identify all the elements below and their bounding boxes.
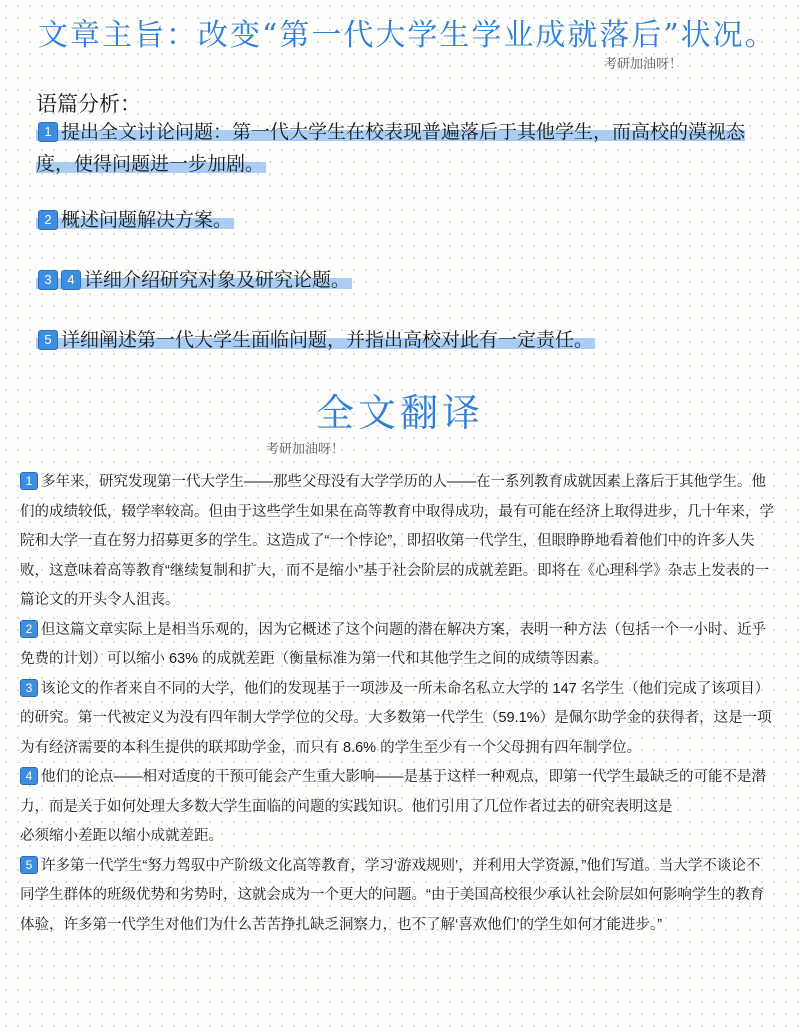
- analysis-item-text: 提出全文讨论问题：第一代大学生在校表现普遍落后于其他学生，而高校的漠视态度，使得问题进一步加剧。: [36, 121, 746, 175]
- analysis-heading: 语篇分析：: [36, 92, 141, 116]
- watermark: 考研加油呀！: [604, 56, 683, 71]
- analysis-item-text: 概述问题解决方案。: [61, 209, 233, 231]
- analysis-item-text: 详细阐述第一代大学生面临问题，并指出高校对此有一定责任。: [61, 329, 594, 351]
- translation-body: [20, 468, 774, 940]
- number-badge: 4: [20, 767, 38, 785]
- paragraph-4: [20, 763, 774, 822]
- paragraph-5: [20, 852, 774, 941]
- number-badge: 1: [38, 122, 58, 142]
- paragraph-4-continuation: 必须缩小差距以缩小成就差距。: [20, 828, 223, 844]
- number-badge: 3: [20, 679, 38, 697]
- analysis-item-3-4: [36, 264, 766, 296]
- paragraph-text: 他们的论点——相对适度的干预可能会产生重大影响——是基于这样一种观点，即第一代学生最缺乏的可能不是潜力，而是关于如何处理大多数大学生面临的问题的实践知识。他们引用了几位作者过去的研究表明这是: [20, 769, 766, 815]
- number-badge: 5: [38, 330, 58, 350]
- number-badge: 2: [38, 210, 58, 230]
- translation-heading: 全文翻译: [315, 391, 484, 435]
- paragraph-text: 该论文的作者来自不同的大学，他们的发现基于一项涉及一所未命名私立大学的 147 名学生（他们完成了该项目）的研究。第一代被定义为没有四年制大学学位的父母。大多数第一代学生（59.1%）是佩尔助学金的获得者，这是一项为有经济需要的本科生提供的联邦助学金，而只有 8.6% 的学生至少有一个父母拥有四年制学位。: [20, 680, 772, 756]
- number-badge: 1: [20, 472, 38, 490]
- paragraph-text: 多年来，研究发现第一代大学生——那些父母没有大学学历的人——在一系列教育成就因素上落后于其他学生。他们的成绩较低，辍学率较高。但由于这些学生如果在高等教育中取得成功，最有可能在经济上取得进步，几十年来，学院和大学一直在努力招募更多的学生。这造成了“一个悖论”，即招收第一代学生，但眼睁睁地看着他们中的许多人失败，这意味着高等教育“继续复制和扩大，而不是缩小”基于社会阶层的成就差距。即将在《心理科学》杂志上发表的一篇论文的开头令人沮丧。: [20, 474, 774, 608]
- analysis-item-text: 详细介绍研究对象及研究论题。: [84, 269, 351, 291]
- number-badge: 3: [38, 270, 58, 290]
- paragraph-3: [20, 675, 774, 764]
- analysis-item-1: [36, 116, 766, 180]
- analysis-item-2: [36, 204, 766, 236]
- paragraph-1: [20, 468, 774, 616]
- paragraph-text: 许多第一代学生“努力驾驭中产阶级文化高等教育，学习‘游戏规则’，并利用大学资源，”他们写道。当大学不谈论不同学生群体的班级优势和劣势时，这就会成为一个更大的问题。“由于美国高校很少承认社会阶层如何影响学生的教育体验，许多第一代学生对他们为什么苦苦挣扎缺乏洞察力，也不了解‘喜欢他们’的学生如何才能进步。”: [20, 857, 765, 933]
- paragraph-2: [20, 616, 774, 675]
- number-badge: 5: [20, 856, 38, 874]
- paragraph-text: 但这篇文章实际上是相当乐观的，因为它概述了这个问题的潜在解决方案，表明一种方法（包括一个一小时、近乎免费的计划）可以缩小 63% 的成就差距（衡量标准为第一代和其他学生之间的成绩等因素。: [20, 621, 766, 667]
- watermark: 考研加油呀！: [266, 441, 345, 456]
- analysis-item-5: [36, 324, 766, 356]
- page-title: 文章主旨：改变“第一代大学生学业成就落后”状况。: [38, 18, 777, 53]
- number-badge: 2: [20, 620, 38, 638]
- number-badge: 4: [61, 270, 81, 290]
